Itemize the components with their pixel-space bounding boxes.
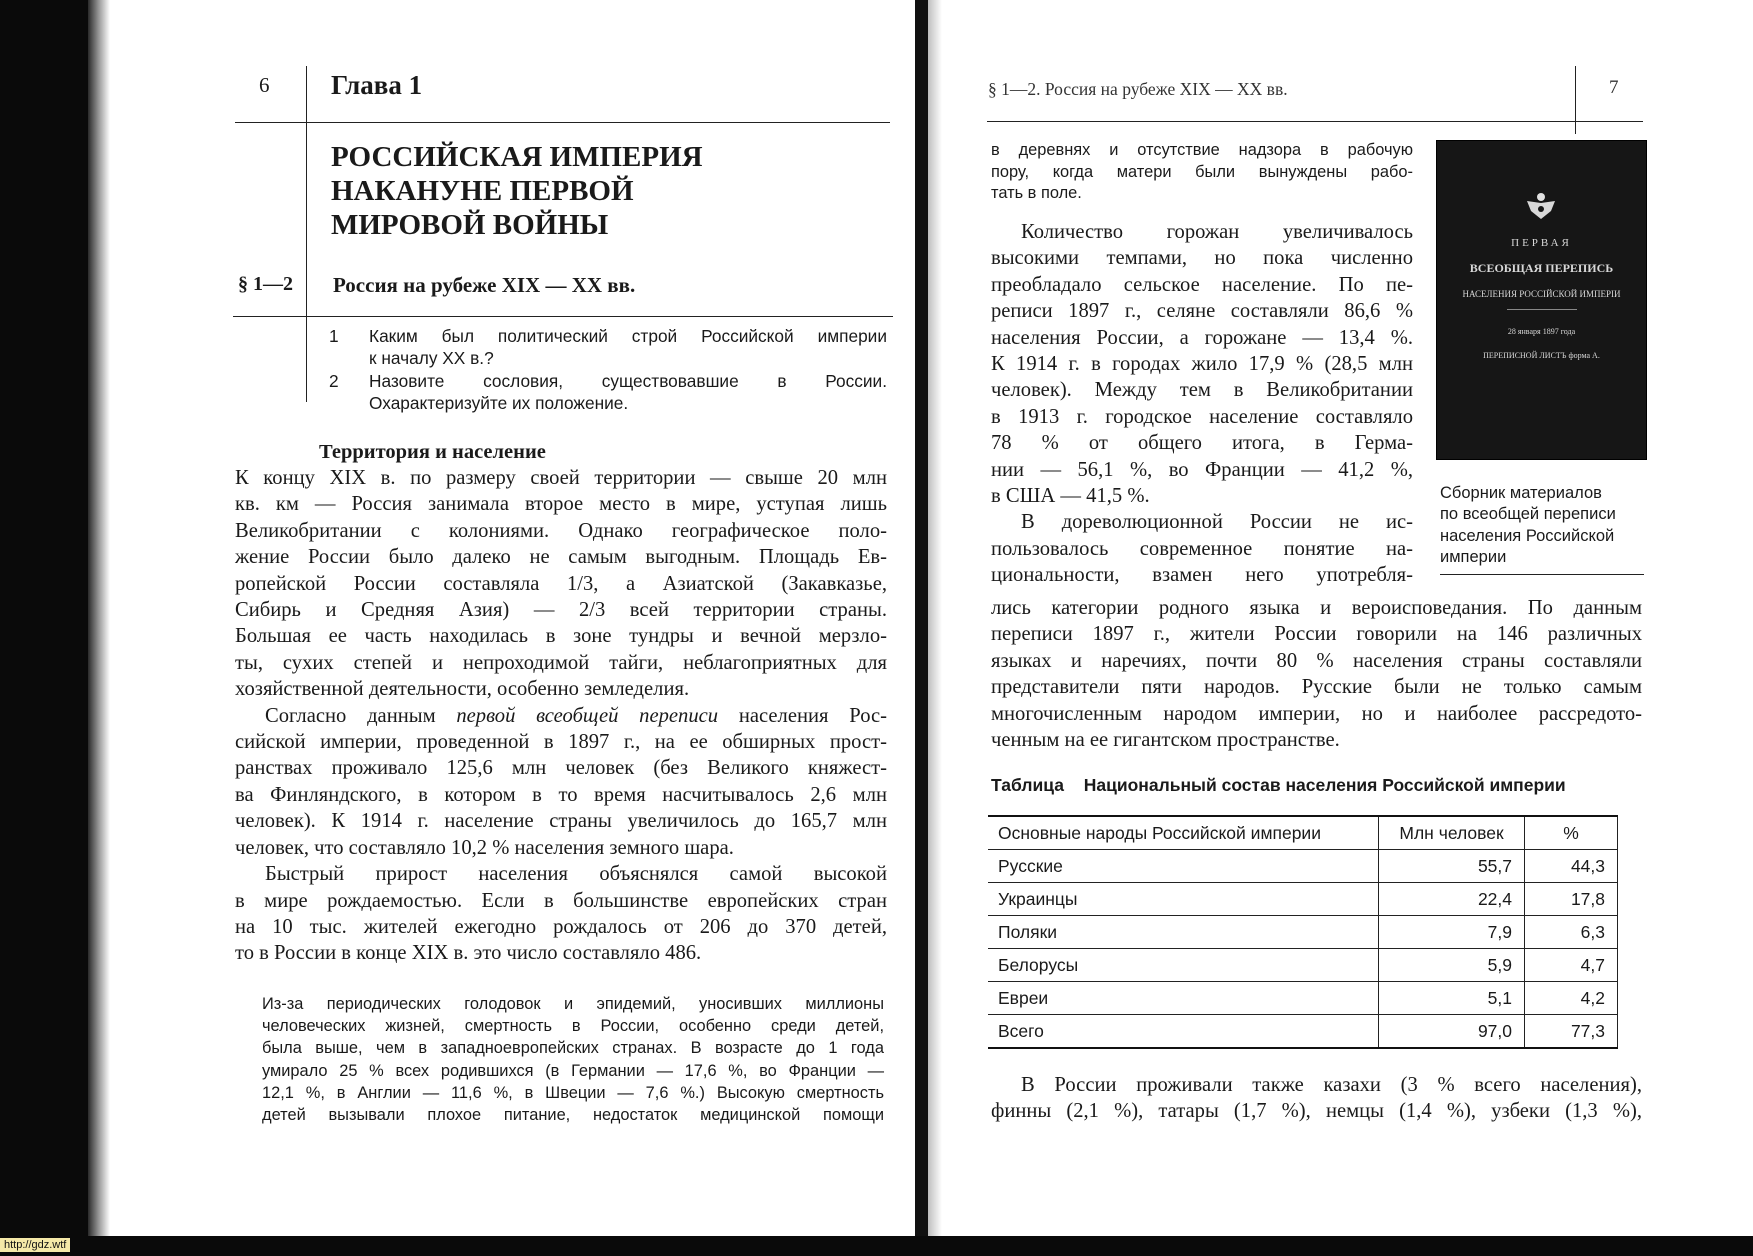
cover-line: ВСЕОБЩАЯ ПЕРЕПИСЬ — [1469, 261, 1614, 275]
question-number: 1 — [329, 326, 339, 346]
table-header-row — [988, 816, 1618, 850]
cover-line: 28 января 1897 года — [1507, 327, 1576, 336]
text-line: высокими темпами, но пока численно — [991, 247, 1413, 270]
note-line: пору, когда матери были вынуждены рабо- — [991, 162, 1413, 181]
question-item — [325, 325, 887, 369]
question-line: к началу XX в.? — [369, 348, 494, 368]
text-line: хозяйственной деятельности, особенно земледелия. — [235, 678, 690, 701]
text-line: пользовалось современное понятие на- — [991, 537, 1413, 560]
text-line: Сибирь и Средняя Азия) — 2/3 всей территории страны. — [235, 599, 887, 622]
text-line: жение России было далеко не самым выгодным. Площадь Ев- — [235, 546, 887, 569]
note-line: 12,1 %, в Англии — 11,6 %, в Швеции — 7,6 %.) Высокую смертность — [262, 1083, 884, 1102]
section-title: Россия на рубеже XIX — XX вв. — [333, 273, 636, 297]
table-row — [988, 850, 1618, 883]
paragraph-towns — [991, 219, 1413, 509]
mortality-note — [262, 993, 884, 1126]
chapter-title-line: РОССИЙСКАЯ ИМПЕРИЯ — [331, 141, 703, 173]
header-rule-left — [235, 122, 890, 123]
text-line: Количество горожан увеличивалось — [1021, 221, 1413, 243]
table-cell: 4,7 — [1525, 949, 1618, 982]
paragraph-census — [235, 703, 887, 861]
eagle-emblem-icon — [1523, 189, 1559, 223]
page-number-right: 7 — [1609, 77, 1619, 98]
cover-line: ПЕРВАЯ — [1511, 237, 1572, 249]
running-head: § 1—2. Россия на рубеже XIX — XX вв. — [988, 79, 1288, 99]
header-rule-vertical-left — [306, 66, 307, 402]
text-line: ченным на ее гигантском пространстве. — [991, 729, 1340, 752]
text-line: ва Финляндского, в котором в то время насчитывалось 2,6 млн — [235, 783, 887, 806]
table-cell: Белорусы — [988, 949, 1379, 982]
book-spine-shadow — [928, 0, 942, 1256]
text-line: Согласно данным первой всеобщей переписи населения Рос- — [265, 704, 887, 727]
text-line: ропейской России составляла 1/3, а Азиатской (Закавказье, — [235, 572, 887, 595]
caption-rule — [1440, 574, 1644, 575]
paragraph-other-peoples — [991, 1072, 1642, 1125]
scan-edge-left — [0, 0, 88, 1256]
note-line: была выше, чем в западноевропейских странах. В возрасте до 1 года — [262, 1039, 884, 1058]
census-term: первой всеобщей переписи — [456, 704, 719, 727]
text-line: Великобритании с колониями. Однако географическое поло- — [235, 519, 887, 542]
text-line: на 10 тыс. жителей ежегодно рождалось от 206 до 370 детей, — [235, 915, 887, 938]
table-cell: 17,8 — [1525, 883, 1618, 916]
question-line: Назовите сословия, существовавшие в России. — [369, 371, 887, 391]
table-cell: Поляки — [988, 916, 1379, 949]
table-cell: 44,3 — [1525, 850, 1618, 883]
table-label: Таблица — [991, 775, 1064, 795]
table-header-cell: Млн человек — [1379, 816, 1525, 850]
scan-edge-shadow — [88, 0, 110, 1256]
text-line: К 1914 г. в городах жило 17,9 % (28,5 млн — [991, 353, 1413, 376]
table-row — [988, 916, 1618, 949]
text-line: кв. км — Россия занимала второе место в мире, уступая лишь — [235, 493, 887, 516]
text-line: Большая ее часть находилась в зоне тундры и вечной мерзло- — [235, 625, 887, 648]
table-cell: Русские — [988, 850, 1379, 883]
subheading-territory: Территория и население — [319, 441, 546, 463]
question-line: Охарактеризуйте их положение. — [369, 393, 629, 413]
table-row — [988, 982, 1618, 1015]
cover-line: ПЕРЕПИСНОЙ ЛИСТЪ форма А. — [1483, 351, 1600, 360]
caption-line: Сборник материалов — [1440, 484, 1602, 502]
questions-block — [325, 325, 887, 414]
text-line: циональности, взамен него употребля- — [991, 564, 1413, 587]
census-book-image — [1436, 140, 1647, 460]
table-row — [988, 883, 1618, 916]
text-line: 78 % от общего итога, в Герма- — [991, 432, 1413, 455]
text-line: финны (2,1 %), татары (1,7 %), немцы (1,4 %), узбеки (1,3 %), — [991, 1100, 1642, 1123]
question-line: Каким был политический строй Российской империи — [369, 326, 887, 346]
table-cell: 97,0 — [1379, 1015, 1525, 1049]
right-body-narrow — [991, 219, 1413, 589]
text-line: переписи 1897 г., жители России говорили на 146 различных — [991, 623, 1642, 646]
table-total-row — [988, 1015, 1618, 1049]
caption-line: населения Российской — [1440, 526, 1615, 545]
chapter-title-line: МИРОВОЙ ВОЙНЫ — [331, 209, 609, 241]
table-title — [991, 775, 1566, 796]
caption-line: империи — [1440, 548, 1507, 567]
text-line: ты, сухих степей и непроходимой тайги, неблагоприятных для — [235, 651, 887, 674]
nationality-table — [988, 815, 1618, 1049]
text-line: В России проживали также казахи (3 % всего населения), — [1021, 1074, 1642, 1096]
table-caption: Национальный состав населения Российской империи — [1083, 775, 1566, 795]
table-cell: Украинцы — [988, 883, 1379, 916]
header-rule-vertical-right — [1575, 66, 1576, 134]
chapter-title — [331, 140, 703, 242]
note-line: в деревнях и отсутствие надзора в рабочую — [991, 141, 1413, 159]
text-line: нии — 56,1 %, во Франции — 41,2 %, — [991, 458, 1413, 481]
question-item — [325, 370, 887, 414]
text-line: реписи 1897 г., селяне составляли 86,6 % — [991, 300, 1413, 323]
note-line: умирало 25 % всех родившихся (в Германии — 17,6 %, во Франции — — [262, 1061, 884, 1080]
question-number: 2 — [329, 371, 339, 391]
text-line: лись категории родного языка и вероисповедания. По данным — [991, 597, 1642, 619]
text-line: человек, что составляло 10,2 % населения земного шара. — [235, 836, 734, 859]
scan-edge-bottom — [0, 1236, 1753, 1256]
note-line: тать в поле. — [991, 184, 1082, 202]
paragraph-nationality — [991, 509, 1413, 588]
note-line: Из-за периодических голодовок и эпидемий, уносивших миллионы — [262, 995, 884, 1013]
note-continuation — [991, 140, 1413, 205]
text-line: К концу XIX в. по размеру своей территории — свыше 20 млн — [235, 467, 887, 489]
text-line: человек). Между тем в Великобритании — [991, 379, 1413, 402]
text-line: ранствах проживало 125,6 млн человек (без Великого княжест- — [235, 757, 887, 780]
text-line: преобладало сельское население. По пе- — [991, 273, 1413, 296]
table-cell: 6,3 — [1525, 916, 1618, 949]
cover-divider — [1507, 309, 1577, 310]
question-text — [369, 370, 887, 414]
text-line: сийской империи, проведенной в 1897 г., на ее обширных прост- — [235, 731, 887, 754]
section-number: § 1—2 — [238, 273, 293, 295]
table-header-cell: % — [1525, 816, 1618, 850]
note-line: детей вызывали плохое питание, недостаток медицинской помощи — [262, 1106, 884, 1125]
table-cell: 4,2 — [1525, 982, 1618, 1015]
header-rule-right — [987, 121, 1643, 122]
table-cell: 5,1 — [1379, 982, 1525, 1015]
figure-caption — [1440, 483, 1616, 569]
text-line: в США — 41,5 %. — [991, 485, 1150, 508]
text-line: Быстрый прирост населения объяснялся самой высокой — [265, 863, 887, 886]
paragraph-territory — [235, 465, 887, 703]
table-cell: 22,4 — [1379, 883, 1525, 916]
cover-line: НАСЕЛЕНИЯ РОССІЙСКОЙ ИМПЕРІИ — [1462, 289, 1621, 299]
table-cell: Всего — [988, 1015, 1379, 1049]
table-cell: 77,3 — [1525, 1015, 1618, 1049]
table-cell: 7,9 — [1379, 916, 1525, 949]
book-spine — [915, 0, 928, 1256]
note-line: человеческих жизней, смертность в России, особенно среди детей, — [262, 1017, 884, 1036]
caption-line: по всеобщей переписи — [1440, 505, 1616, 524]
section-rule — [233, 316, 893, 317]
table-cell: Евреи — [988, 982, 1379, 1015]
chapter-title-line: НАКАНУНЕ ПЕРВОЙ — [331, 175, 634, 207]
text-line: В дореволюционной России не ис- — [1021, 511, 1413, 534]
right-body-wide — [991, 595, 1642, 753]
text-line: в 1913 г. городское население составляло — [991, 405, 1413, 428]
table-cell: 55,7 — [1379, 850, 1525, 883]
text-line: человек). К 1914 г. население страны увеличилось до 165,7 млн — [235, 810, 887, 833]
text-line: языках и наречиях, почти 80 % населения страны составляли — [991, 649, 1642, 672]
text-line: в мире рождаемостью. Если в большинстве европейских стран — [235, 889, 887, 912]
question-text — [369, 325, 887, 369]
watermark-link[interactable]: http://gdz.wtf — [0, 1238, 70, 1252]
table-cell: 5,9 — [1379, 949, 1525, 982]
paragraph-birthrate — [235, 861, 887, 967]
left-body-text — [235, 465, 887, 967]
text-line: многочисленным народом империи, но и наиболее рассредото- — [991, 702, 1642, 725]
text-line: то в России в конце XIX в. это число составляло 486. — [235, 942, 702, 965]
page-number-left: 6 — [259, 73, 270, 97]
table-header-cell: Основные народы Российской империи — [988, 816, 1379, 850]
text-line: населения России, а горожане — 13,4 %. — [991, 326, 1413, 349]
table-row — [988, 949, 1618, 982]
text-line: представители пяти народов. Русские были не только самым — [991, 676, 1642, 699]
chapter-label: Глава 1 — [331, 70, 423, 100]
